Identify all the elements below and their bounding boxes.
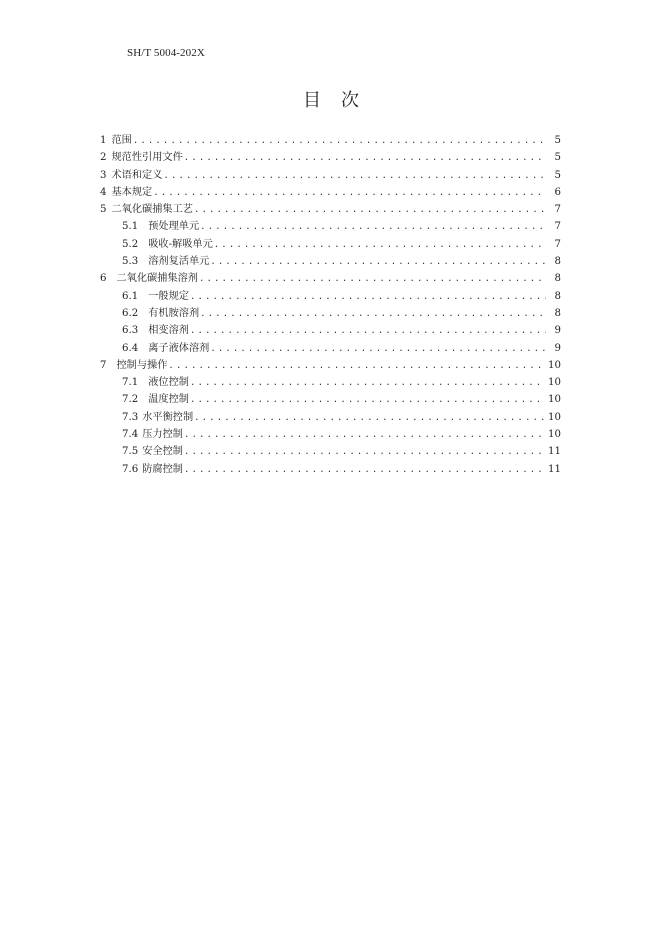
toc-leader-dots	[184, 444, 545, 461]
toc-subentry[interactable]	[100, 253, 561, 270]
toc-entry-label	[100, 132, 132, 149]
toc-entry-label	[122, 322, 189, 339]
toc-entry-page: 7	[554, 221, 561, 233]
toc-entry[interactable]	[100, 149, 561, 166]
toc-entry[interactable]	[100, 270, 561, 287]
toc-entry-page: 5	[554, 135, 561, 146]
toc-entry-label	[100, 149, 183, 166]
toc-entry-label	[122, 391, 189, 408]
toc-leader-dots	[214, 237, 546, 254]
toc-entry-page: 9	[554, 325, 561, 337]
toc-entry-title: 二氧化碳捕集工艺	[111, 204, 193, 216]
toc-entry-number: 5.2	[122, 238, 139, 250]
toc-subentry[interactable]	[100, 218, 561, 235]
toc-entry-number: 4	[100, 186, 107, 198]
toc-leader-dots	[194, 410, 545, 427]
toc-entry-label	[100, 357, 167, 374]
toc-entry-title: 离子液体溶剂	[148, 342, 210, 354]
toc-entry[interactable]	[100, 357, 561, 374]
toc-entry-title: 范围	[111, 135, 132, 146]
toc-subentry[interactable]	[100, 322, 561, 339]
toc-entry-label	[100, 201, 193, 218]
toc-entry-page: 10	[548, 359, 561, 371]
toc-entry-label	[100, 184, 152, 201]
toc-entry-number: 5	[100, 204, 107, 216]
toc-entry-number: 1	[100, 135, 107, 146]
toc-entry-number: 5.1	[122, 221, 139, 233]
toc-entry-label	[122, 218, 199, 235]
toc-entry-label	[122, 340, 209, 357]
toc-entry-title: 相变溶剂	[148, 325, 189, 337]
toc-entry-title: 基本规定	[111, 186, 153, 198]
toc-entry-title: 温度控制	[148, 394, 189, 406]
toc-entry-title: 二氧化碳捕集溶剂	[116, 273, 198, 285]
toc-entry-number: 7.5	[122, 446, 139, 458]
toc-leader-dots	[210, 254, 546, 271]
toc-entry-page: 10	[548, 394, 561, 406]
toc-entry-title: 吸收-解吸单元	[148, 238, 213, 250]
toc-entry-label	[122, 236, 213, 253]
toc-entry-page: 9	[554, 342, 561, 354]
toc-entry-label	[122, 288, 189, 305]
toc-leader-dots	[190, 375, 545, 392]
toc-entry-label	[122, 374, 189, 391]
toc-leader-dots	[184, 462, 545, 479]
toc-entry-page: 7	[554, 204, 561, 216]
toc-entry-title: 预处理单元	[148, 221, 200, 233]
toc-entry-number: 6.1	[122, 290, 139, 302]
toc-entry-label	[122, 443, 183, 460]
table-of-contents	[100, 132, 561, 478]
toc-leader-dots	[199, 271, 546, 288]
toc-entry-title: 水平衡控制	[142, 411, 194, 423]
toc-entry-label	[100, 167, 162, 184]
toc-entry-page: 5	[554, 169, 561, 181]
toc-leader-dots	[133, 133, 546, 150]
toc-entry-page: 10	[548, 377, 561, 389]
toc-entry[interactable]	[100, 132, 561, 149]
toc-entry-title: 规范性引用文件	[111, 152, 183, 164]
toc-entry-number: 7.3	[122, 411, 139, 423]
toc-entry-page: 8	[554, 273, 561, 285]
toc-leader-dots	[194, 202, 546, 219]
toc-entry-title: 控制与操作	[116, 359, 168, 371]
toc-leader-dots	[190, 289, 546, 306]
toc-entry-title: 术语和定义	[111, 169, 163, 181]
toc-entry-number: 7.4	[122, 429, 139, 441]
toc-leader-dots	[153, 185, 546, 202]
toc-entry-title: 防腐控制	[142, 463, 183, 475]
toc-entry-number: 2	[100, 152, 107, 164]
toc-entry-title: 溶剂复活单元	[148, 256, 210, 268]
toc-entry-number: 6.2	[122, 307, 139, 319]
toc-leader-dots	[190, 392, 545, 409]
toc-entry-page: 11	[548, 446, 561, 458]
toc-subentry[interactable]	[100, 391, 561, 408]
toc-entry-number: 6	[100, 273, 107, 285]
toc-entry-number: 5.3	[122, 256, 139, 268]
toc-leader-dots	[200, 219, 546, 236]
toc-entry-number: 7.6	[122, 463, 139, 475]
toc-subentry[interactable]	[100, 236, 561, 253]
toc-subentry[interactable]	[100, 374, 561, 391]
toc-entry-label	[100, 270, 198, 287]
toc-entry-number: 6.3	[122, 325, 139, 337]
toc-entry-title: 液位控制	[148, 377, 189, 389]
toc-entry-title: 压力控制	[142, 429, 183, 441]
toc-subentry[interactable]	[100, 305, 561, 322]
toc-leader-dots	[200, 306, 546, 323]
toc-subentry[interactable]	[100, 426, 561, 443]
toc-entry[interactable]	[100, 184, 561, 201]
toc-entry-title: 一般规定	[148, 290, 189, 302]
toc-entry-number: 7.1	[122, 377, 139, 389]
toc-leader-dots	[190, 323, 546, 340]
toc-entry-number: 7	[100, 359, 107, 371]
toc-leader-dots	[184, 427, 545, 444]
toc-subentry[interactable]	[100, 340, 561, 357]
toc-entry-number: 6.4	[122, 342, 139, 354]
toc-entry-title: 有机胺溶剂	[148, 307, 200, 319]
toc-entry-label	[122, 426, 183, 443]
toc-entry-number: 7.2	[122, 394, 139, 406]
toc-subentry[interactable]	[100, 409, 561, 426]
toc-leader-dots	[210, 341, 546, 358]
toc-entry-page: 5	[554, 152, 561, 164]
toc-entry-label	[122, 305, 199, 322]
toc-subentry[interactable]	[100, 461, 561, 478]
toc-entry-label	[122, 409, 193, 426]
toc-leader-dots	[184, 150, 546, 167]
toc-entry-title: 安全控制	[142, 446, 183, 458]
toc-title: 目次	[303, 90, 379, 111]
toc-entry-page: 6	[554, 186, 561, 198]
toc-leader-dots	[163, 168, 546, 185]
toc-entry-page: 7	[554, 238, 561, 250]
toc-entry-page: 11	[548, 463, 561, 475]
toc-subentry[interactable]	[100, 288, 561, 305]
toc-entry-label	[122, 253, 209, 270]
toc-leader-dots	[168, 358, 545, 375]
toc-entry-page: 10	[548, 429, 561, 441]
toc-entry[interactable]	[100, 201, 561, 218]
toc-entry-page: 8	[554, 307, 561, 319]
toc-subentry[interactable]	[100, 443, 561, 460]
toc-entry-page: 10	[548, 411, 561, 423]
toc-entry-page: 8	[554, 290, 561, 302]
toc-entry[interactable]	[100, 167, 561, 184]
toc-entry-page: 8	[554, 256, 561, 268]
toc-entry-label	[122, 461, 183, 478]
toc-entry-number: 3	[100, 169, 107, 181]
document-code: SH/T 5004-202X	[127, 47, 205, 59]
